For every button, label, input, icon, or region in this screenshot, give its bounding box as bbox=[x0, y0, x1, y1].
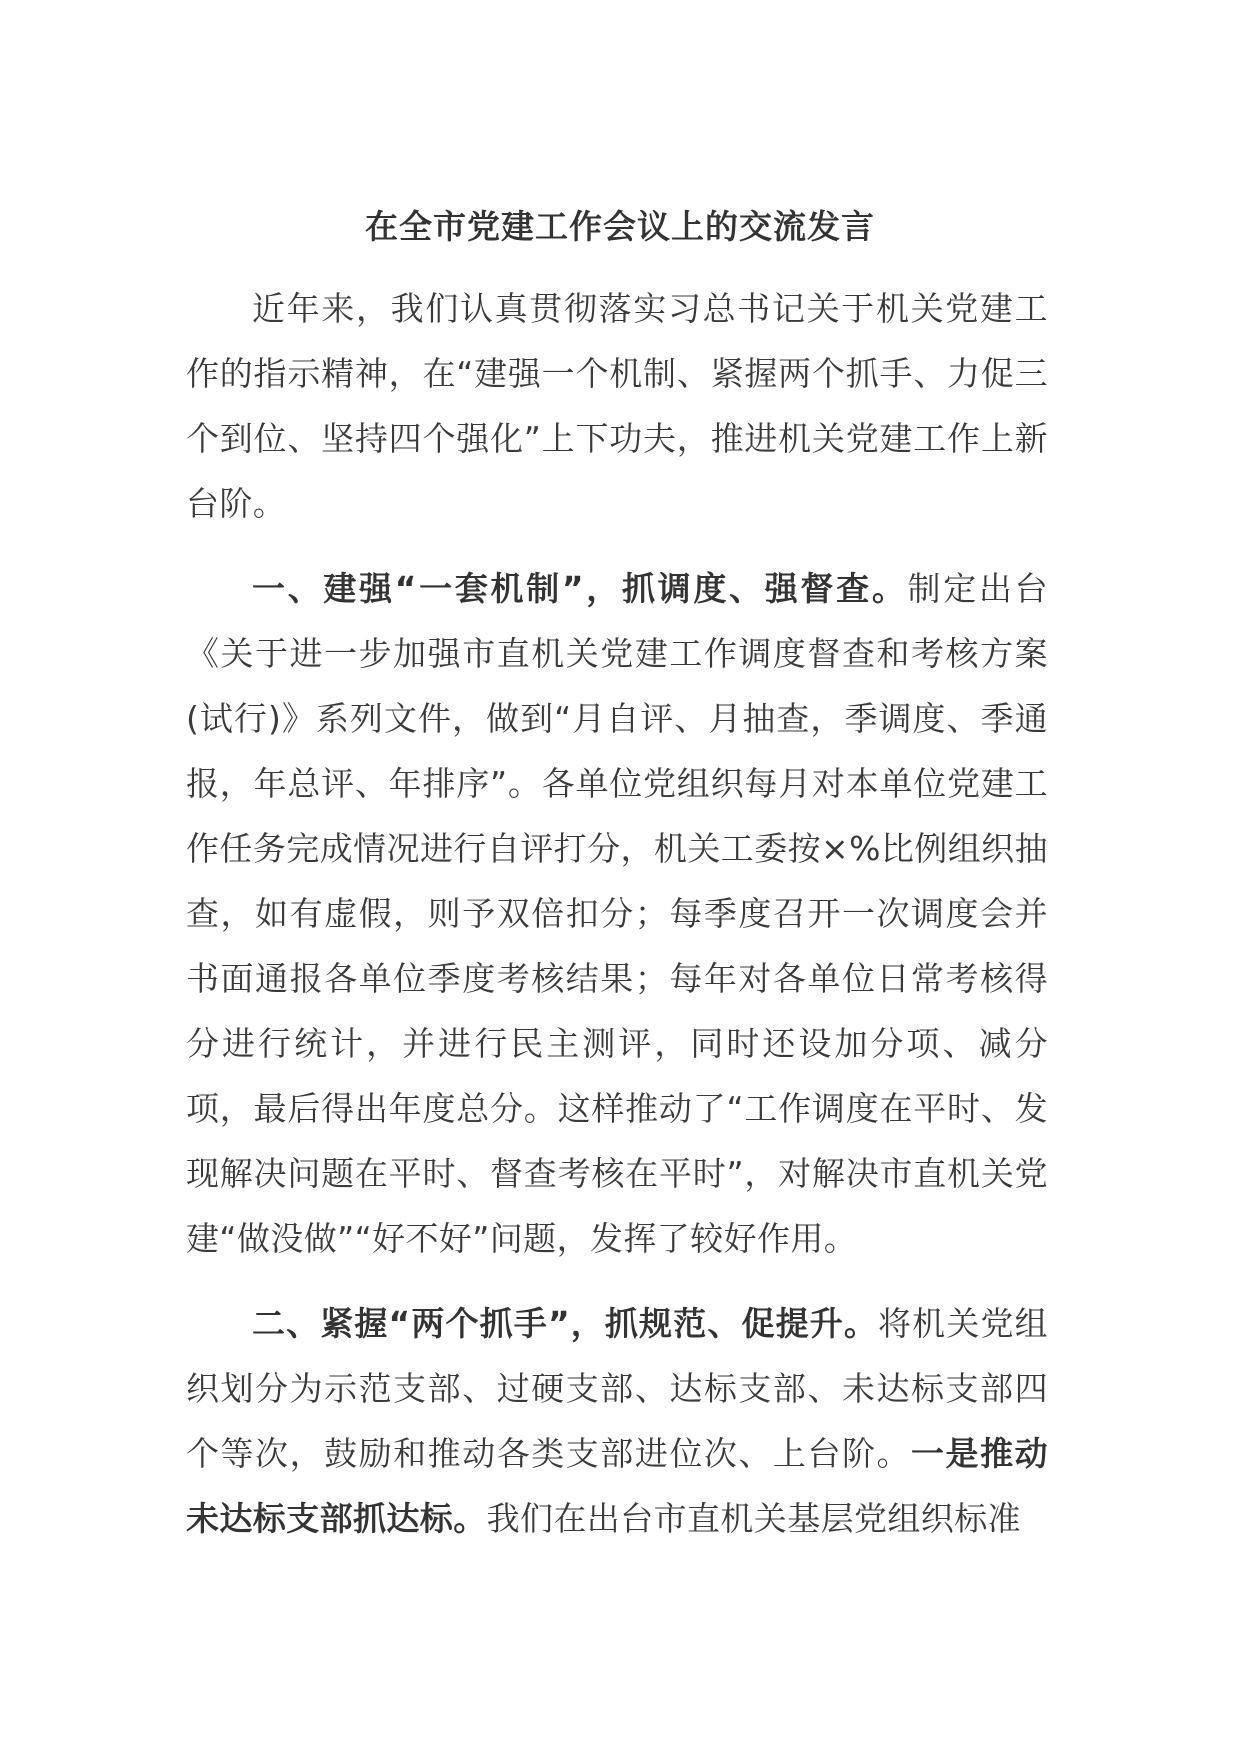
document-body bbox=[186, 276, 1048, 1571]
section-one-heading: 一、建强“一套机制”，抓调度、强督查。 bbox=[252, 569, 908, 608]
section-two-subheading: 一是推动未达标支部抓达标。 bbox=[186, 1434, 1048, 1538]
section-two-text: 将机关党组织划分为示范支部、过硬支部、达标支部、未达标支部四个等次，鼓励和推动各类支部进位次、上台阶。 bbox=[186, 1304, 1049, 1473]
section-two-paragraph bbox=[186, 1291, 1048, 1551]
section-two-tail-text: 我们在出台市直机关基层党组织标准 bbox=[486, 1499, 1022, 1538]
intro-paragraph bbox=[186, 276, 1048, 536]
intro-paragraph-text: 近年来，我们认真贯彻落实习总书记关于机关党建工作的指示精神，在“建强一个机制、紧握两个抓手、力促三个到位、坚持四个强化”上下功夫，推进机关党建工作上新台阶。 bbox=[186, 289, 1048, 523]
section-one-paragraph bbox=[186, 556, 1048, 1271]
section-two-heading: 二、紧握“两个抓手”，抓规范、促提升。 bbox=[252, 1304, 879, 1343]
section-one-text: 制定出台《关于进一步加强市直机关党建工作调度督查和考核方案(试行)》系列文件，做到“月自评、月抽查，季调度、季通报，年总评、年排序”。各单位党组织每月对本单位党建工作任务完成情况进行自评打分，机关工委按×%比例组织抽查，如有虚假，则予双倍扣分；每季度召开一次调度会并书面通报各单位季度考核结果；每年对各单位日常考核得分进行统计，并进行民主测评，同时还设加分项、减分项，最后得出年度总分。这样推动了“工作调度在平时、发现解决问题在平时、督查考核在平时”，对解决市直机关党建“做没做”“好不好”问题，发挥了较好作用。 bbox=[186, 569, 1048, 1258]
document-title: 在全市党建工作会议上的交流发言 bbox=[365, 207, 875, 246]
